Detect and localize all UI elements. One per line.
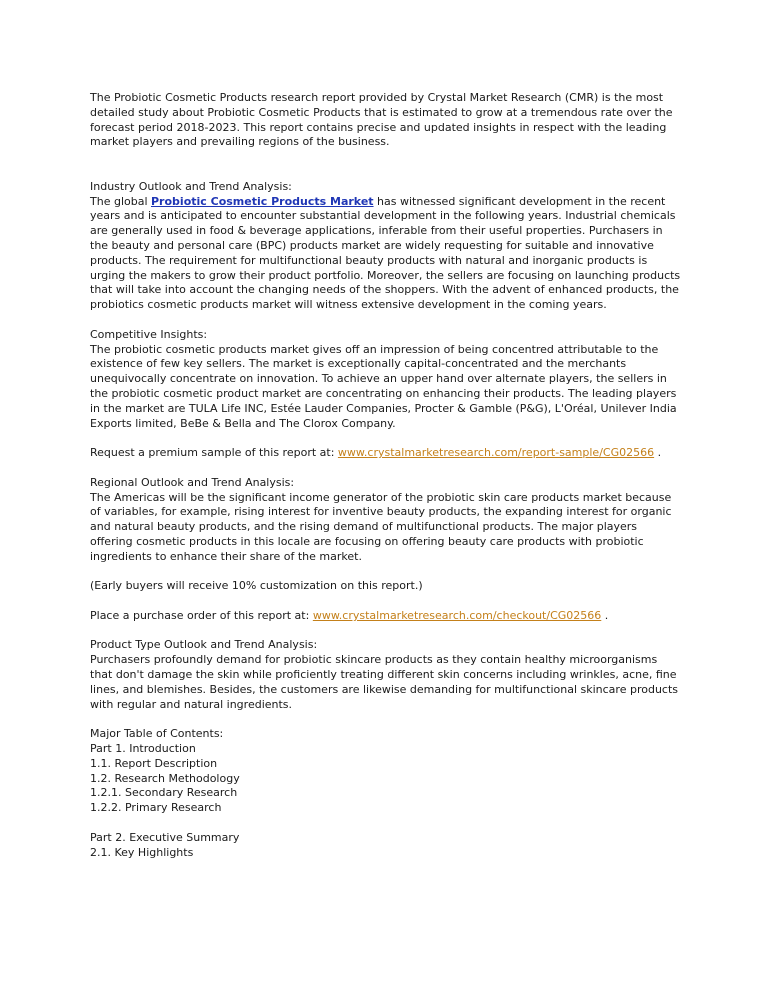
competitive-heading: Competitive Insights: xyxy=(90,327,208,341)
sample-link[interactable]: www.crystalmarketresearch.com/report-sample/CG02566 xyxy=(337,446,655,460)
industry-section xyxy=(90,180,682,313)
product-type-heading: Product Type Outlook and Trend Analysis: xyxy=(90,638,318,652)
spacer xyxy=(90,461,682,476)
toc-item: Part 2. Executive Summary xyxy=(90,830,240,844)
document-page xyxy=(90,91,682,860)
toc-item: 2.1. Key Highlights xyxy=(90,845,194,859)
regional-heading: Regional Outlook and Trend Analysis: xyxy=(90,475,295,489)
product-type-paragraph: Purchasers profoundly demand for probiotic skincare products as they contain healthy microorganisms that don't damage the skin while proficiently treating different skin concerns including wrinkles, acne, fine lines, and blemishes. Besides, the customers are likewise demanding for multifunctional skincare products with regular and natural ingredients. xyxy=(90,653,679,711)
toc-item: 1.2. Research Methodology xyxy=(90,771,240,785)
market-link[interactable]: Probiotic Cosmetic Products Market xyxy=(151,194,374,208)
industry-paragraph xyxy=(90,195,682,313)
toc-heading: Major Table of Contents: xyxy=(90,727,224,741)
spacer xyxy=(90,816,682,831)
spacer xyxy=(90,624,682,639)
toc-item: 1.2.1. Secondary Research xyxy=(90,786,238,800)
toc-item: 1.1. Report Description xyxy=(90,756,218,770)
purchase-text-pre: Place a purchase order of this report at: xyxy=(90,608,313,622)
intro-paragraph: The Probiotic Cosmetic Products research report provided by Crystal Market Research (CMR) is the most detailed study about Probiotic Cosmetic Products that is estimated to grow at a tremendous rate over the forecast period 2018-2023. This report contains precise and updated insights in respect with the leading market players and prevailing regions of the business. xyxy=(90,91,673,149)
spacer xyxy=(90,313,682,328)
industry-text-post: has witnessed significant development in the recent years and is anticipated to encounter substantial development in the following years. Industrial chemicals are generally used in food & beverage applications, inferable from their useful properties. Purchasers in the beauty and personal care (BPC) products market are widely requesting for suitable and innovative products. The requirement for multifunctional beauty products with natural and inorganic products is urging the makers to grow their product portfolio. Moreover, the sellers are focusing on launching products that will take into account the changing needs of the shoppers. With the advent of enhanced products, the probiotics cosmetic products market will witness extensive development in the coming years. xyxy=(90,194,681,312)
regional-section xyxy=(90,476,682,565)
purchase-line xyxy=(90,609,682,624)
sample-request-line xyxy=(90,446,682,461)
industry-heading: Industry Outlook and Trend Analysis: xyxy=(90,179,292,193)
competitive-paragraph: The probiotic cosmetic products market gives off an impression of being concentred attributable to the existence of few key sellers. The market is exceptionally capital-concentrated and the merchants unequivocally concentrate on innovation. To achieve an upper hand over alternate players, the sellers in the probiotic cosmetic product market are concentrating on enhancing their products. The leading players in the market are TULA Life INC, Estée Lauder Companies, Procter & Gamble (P&G), L'Oréal, Unilever India Exports limited, BeBe & Bella and The Clorox Company. xyxy=(90,342,677,430)
toc-item: 1.2.2. Primary Research xyxy=(90,801,222,815)
product-type-section xyxy=(90,638,682,712)
spacer xyxy=(90,594,682,609)
table-of-contents xyxy=(90,727,682,860)
early-buyers-note: (Early buyers will receive 10% customization on this report.) xyxy=(90,579,423,593)
checkout-link[interactable]: www.crystalmarketresearch.com/checkout/CG02566 xyxy=(312,608,602,622)
toc-item: Part 1. Introduction xyxy=(90,742,196,756)
industry-text-pre: The global xyxy=(90,194,151,208)
purchase-text-post: . xyxy=(601,608,609,622)
spacer xyxy=(90,565,682,580)
sample-text-pre: Request a premium sample of this report at: xyxy=(90,446,338,460)
spacer xyxy=(90,150,682,180)
spacer xyxy=(90,712,682,727)
competitive-section xyxy=(90,328,682,432)
regional-paragraph: The Americas will be the significant income generator of the probiotic skin care products market because of variables, for example, rising interest for inventive beauty products, the expanding interest for organic and natural beauty products, and the rising demand of multifunctional products. The major players offering cosmetic products in this locale are focusing on offering beauty care products with probiotic ingredients to enhance their share of the market. xyxy=(90,490,672,563)
sample-text-post: . xyxy=(654,446,662,460)
spacer xyxy=(90,431,682,446)
